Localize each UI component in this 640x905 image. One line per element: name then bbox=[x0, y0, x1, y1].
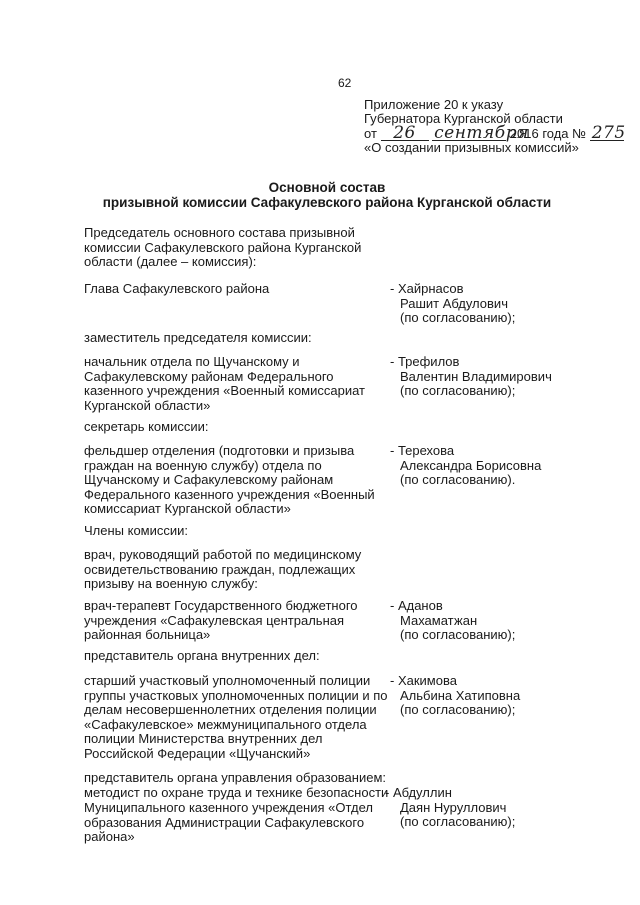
entry-education-position-line: методист по охране труда и технике безопасности bbox=[84, 785, 389, 800]
entry-education-heading: представитель органа управления образованием: bbox=[84, 770, 387, 785]
entry-deputy-heading: заместитель председателя комиссии: bbox=[84, 330, 312, 345]
appendix-line-2: Губернатора Курганской области bbox=[364, 111, 563, 126]
document-title bbox=[82, 180, 572, 210]
appendix-header bbox=[364, 98, 624, 155]
person-surname: - Аданов bbox=[390, 598, 443, 613]
person-surname: - Хакимова bbox=[390, 673, 457, 688]
entry-police-position: старший участковый уполномоченный полиции группы участковых уполномоченных полиции и по делам несовершеннолетних отделения полиции «Сафакулевское» межмуниципального отдела полиции Министерства внутренних дел Российской Федерации «Щучанский» bbox=[84, 673, 388, 761]
title-line-2: призывной комиссии Сафакулевского района Курганской области bbox=[102, 195, 552, 210]
entry-chairman-position: Глава Сафакулевского района bbox=[84, 281, 270, 296]
page-number: 62 bbox=[338, 76, 352, 90]
person-surname: - Абдуллин bbox=[385, 785, 452, 800]
appendix-line-1: Приложение 20 к указу bbox=[364, 97, 504, 112]
entry-doctor-heading: врач, руководящий работой по медицинскому освидетельствованию граждан, подлежащих призыву на военную службу: bbox=[84, 547, 362, 591]
title-line-1: Основной состав bbox=[268, 180, 386, 195]
entry-secretary-position: фельдшер отделения (подготовки и призыва граждан на военную службу) отдела по Щучанскому и Сафакулевскому районам Федерального казенного учреждения «Военный комиссариат Курганской области» bbox=[84, 443, 375, 516]
person-note: (по согласованию); bbox=[400, 627, 516, 642]
person-name: Рашит Абдулович bbox=[400, 295, 508, 311]
entry-education-position: Муниципального казенного учреждения «Отдел образования Администрации Сафакулевского района» bbox=[84, 800, 373, 844]
entry-chairman-heading: Председатель основного состава призывной комиссии Сафакулевского района Курганской области (далее – комиссия): bbox=[84, 225, 362, 269]
handwritten-day: 26 bbox=[381, 126, 429, 141]
person-name: Альбина Хатиповна bbox=[400, 687, 521, 703]
date-prefix: от bbox=[364, 126, 377, 141]
appendix-date-line bbox=[364, 123, 626, 143]
person-note: (по согласованию); bbox=[400, 702, 516, 717]
person-name: Валентин Владимирович bbox=[400, 368, 552, 384]
handwritten-month: сентября bbox=[434, 123, 529, 143]
person-note: (по согласованию); bbox=[400, 310, 516, 325]
person-note: (по согласованию); bbox=[400, 383, 516, 398]
entry-police-heading: представитель органа внутренних дел: bbox=[84, 648, 320, 663]
entry-doctor-position: врач-терапевт Государственного бюджетного учреждения «Сафакулевская центральная районная больница» bbox=[84, 598, 358, 642]
person-deputy bbox=[390, 355, 630, 399]
entry-members-heading: Члены комиссии: bbox=[84, 523, 189, 538]
person-name: Махаматжан bbox=[400, 612, 478, 628]
handwritten-number: 275 bbox=[591, 123, 626, 143]
person-note: (по согласованию). bbox=[400, 472, 516, 487]
person-name: Даян Нуруллович bbox=[400, 799, 507, 815]
person-surname: - Трефилов bbox=[390, 354, 460, 369]
person-note: (по согласованию); bbox=[400, 814, 516, 829]
person-name: Александра Борисовна bbox=[400, 457, 542, 473]
person-education bbox=[385, 786, 625, 830]
entry-deputy-position: начальник отдела по Щучанскому и Сафакулевскому районам Федерального казенного учреждения «Военный комиссариат Курганской области» bbox=[84, 354, 365, 413]
person-secretary bbox=[390, 444, 630, 488]
entry-secretary-heading: секретарь комиссии: bbox=[84, 419, 209, 434]
date-suffix: 2016 года № bbox=[509, 126, 587, 141]
appendix-line-4: «О создании призывных комиссий» bbox=[364, 140, 579, 155]
person-surname: - Хайрнасов bbox=[390, 281, 464, 296]
person-chairman bbox=[390, 282, 630, 326]
person-surname: - Терехова bbox=[390, 443, 455, 458]
person-doctor bbox=[390, 599, 630, 643]
person-police bbox=[390, 674, 630, 718]
